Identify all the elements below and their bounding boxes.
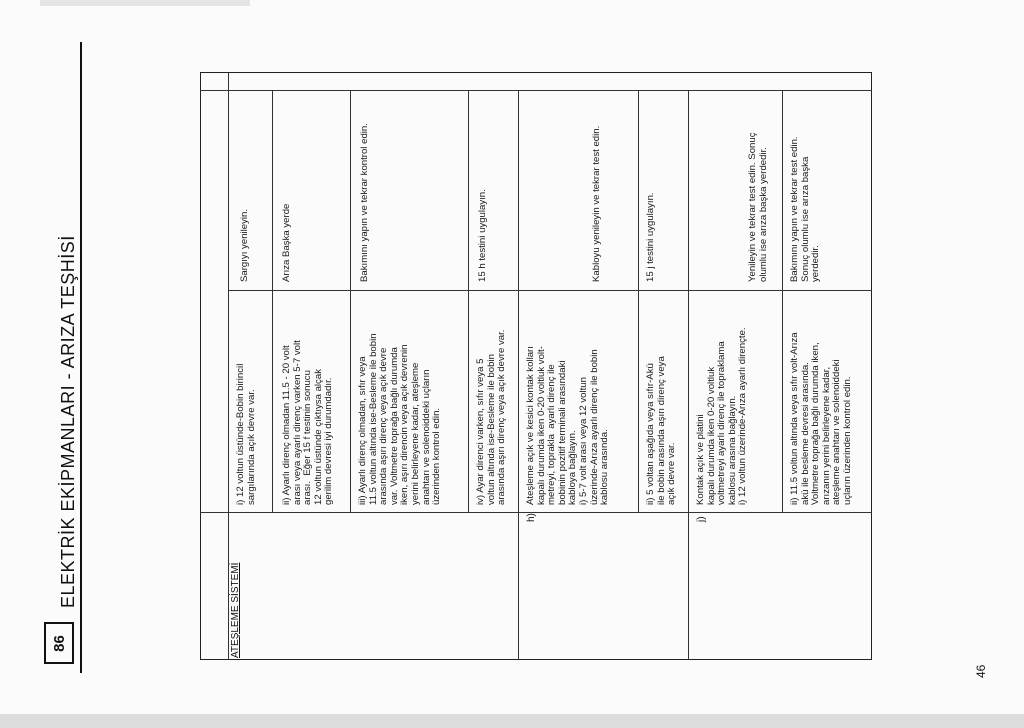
page-number-box xyxy=(44,622,74,664)
step-marker: j) xyxy=(696,516,707,522)
page-number: 86 xyxy=(50,634,68,652)
row-divider xyxy=(782,90,783,512)
test-cell: Ateşleme açık ve kesici kontak kolları kapalı durumda iken 0-20 voltluk volt- metreyi, toprakla ayarlı direnç ile bobinin pozitif terminali arasındaki kabloya bağlayın. i) 5-7 volt arası veya 12 voltun üzerinde-Arıza ayarlı direnç ile bobin kablosu arasında. xyxy=(525,346,611,505)
row-divider xyxy=(688,90,689,660)
scan-smudge xyxy=(40,0,250,6)
action-cell: Arıza Başka yerde xyxy=(281,203,292,282)
top-band-divider xyxy=(200,90,872,91)
footer-page-number: 46 xyxy=(974,664,988,678)
test-cell: ii) 11.5 voltun altında veya sıfır volt-Arıza akü ile besleme devresi arasında. Voltmetre toprağa bağlı durumda iken, arızanın yerini belirleyene kadar, ateşleme anahtarı ve solenoiddeki uçların üzerinden kontrol edin. xyxy=(789,332,853,505)
test-cell: ii) 5 voltan aşağıda veya sıfır-Akü ile bobin arasında aşırı direnç veya açık devre var. xyxy=(645,356,678,505)
action-cell: 15 j testini uygulayın. xyxy=(645,192,656,282)
test-cell: iv) Ayar direnci varken, sıfır veya 5 voltun altında ise-Besleme ile bobin arasında aşırı direnç veya açık devre var. xyxy=(475,329,508,505)
column-divider xyxy=(228,290,872,291)
scan-edge xyxy=(0,714,1024,728)
action-cell: Bakımını yapın ve tekrar kontrol edin. xyxy=(359,123,370,282)
action-cell: Yenileyin ve tekrar test edin. Sonuç olumlu ise arıza başka yerdedir. xyxy=(747,132,769,282)
row-divider xyxy=(468,90,469,512)
test-cell: i) 12 voltun üstünde-Bobin birincil sargılarında açık devre var. xyxy=(235,363,257,505)
action-cell: 15 h testini uygulayın. xyxy=(477,189,488,282)
action-cell: Kabloyu yenileyin ve tekrar test edin. xyxy=(591,125,602,282)
header-rule xyxy=(80,42,82,673)
test-cell: Kontak açık ve platini kapalı durumda iken 0-20 voltluk voltmetreyi ayarlı direnç ile topraklama kablosu arasına bağlayın. i) 12 voltun üzerinde-Arıza ayarlı dirençte. xyxy=(695,327,749,505)
row-divider xyxy=(638,90,639,512)
row-divider xyxy=(518,90,519,660)
page-title: ELEKTRİK EKİPMANLARI - ARIZA TEŞHİSİ xyxy=(58,235,78,608)
section-title: ATEŞLEME SİSTEMİ xyxy=(230,562,241,658)
row-divider xyxy=(350,90,351,512)
column-divider xyxy=(228,72,229,660)
action-cell: Sargıyı yenileyin. xyxy=(239,208,250,282)
step-marker: h) xyxy=(526,513,537,522)
test-cell: ii) Ayarlı direnç olmadan 11.5 - 20 volt arası veya ayarlı direnç varken 5-7 volt arası. Eğer 15 f testinin sonucu 12 voltun üstünde çıktıysa alçak gerilim devresi iyi durumdadır. xyxy=(281,340,335,505)
action-cell: Bakımını yapın ve tekrar test edin. Sonuç olumlu ise arıza başka yerdedir. xyxy=(789,136,822,282)
test-cell: iii) Ayarlı direnç olmadan, sıfır veya 11.5 voltun altında ise-Besleme ile bobin arasında aşırı direnç veya açık devre var. Voltmetre toprağa bağlı durumda iken, aşırı direncin veya açık devrenin yerini belirleyene kadar, ateşleme anahtarı ve solenoiddeki uçların üzerinden kontrol edin. xyxy=(357,333,443,505)
row-divider xyxy=(272,90,273,512)
